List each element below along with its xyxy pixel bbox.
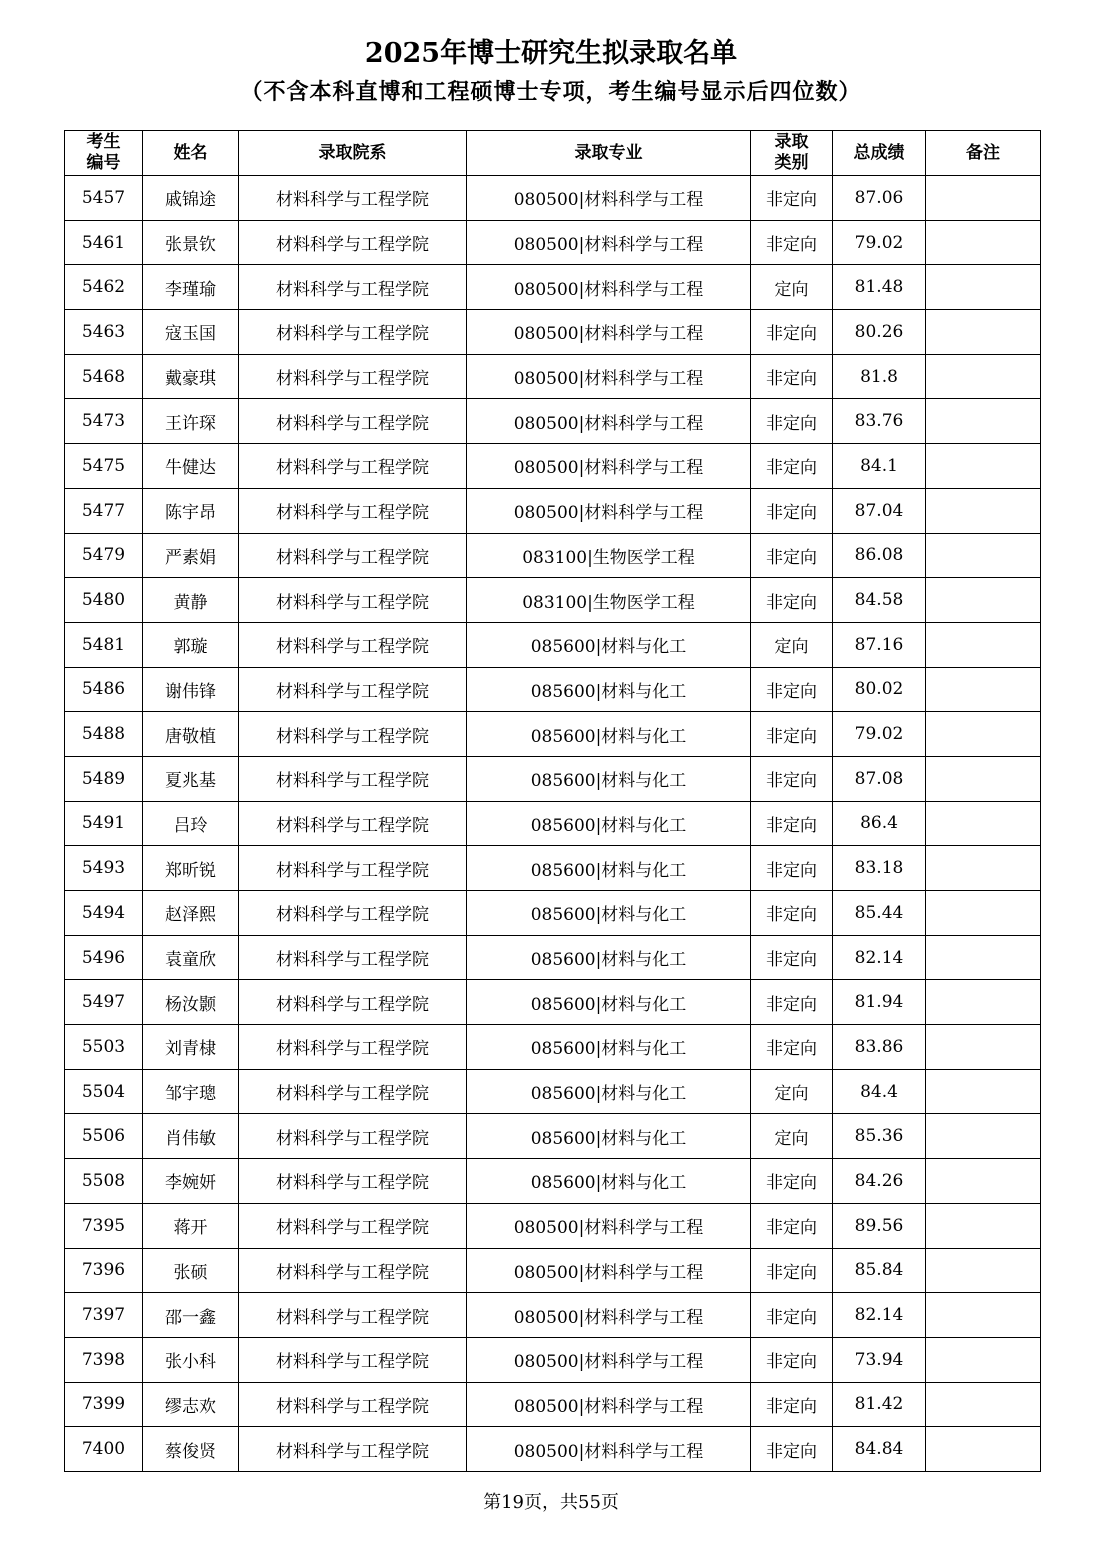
cell-id: 5506 (65, 1114, 143, 1159)
cell-name: 戴豪琪 (143, 354, 239, 399)
cell-note (926, 622, 1041, 667)
cell-dept: 材料科学与工程学院 (239, 756, 467, 801)
cell-id: 7398 (65, 1337, 143, 1382)
table-header (65, 131, 1041, 176)
cell-note (926, 1427, 1041, 1472)
cell-major: 085600|材料与化工 (467, 622, 751, 667)
cell-id: 5504 (65, 1069, 143, 1114)
cell-type: 非定向 (751, 846, 833, 891)
cell-major: 085600|材料与化工 (467, 1114, 751, 1159)
cell-score: 81.94 (833, 980, 926, 1025)
cell-score: 73.94 (833, 1337, 926, 1382)
cell-dept: 材料科学与工程学院 (239, 622, 467, 667)
cell-note (926, 265, 1041, 310)
table-row (65, 310, 1041, 355)
cell-id: 5477 (65, 488, 143, 533)
cell-name: 李婉妍 (143, 1159, 239, 1204)
column-header-major: 录取专业 (467, 131, 751, 176)
cell-score: 83.86 (833, 1025, 926, 1070)
cell-note (926, 1114, 1041, 1159)
cell-note (926, 1069, 1041, 1114)
cell-major: 080500|材料科学与工程 (467, 1337, 751, 1382)
table-row (65, 846, 1041, 891)
cell-dept: 材料科学与工程学院 (239, 265, 467, 310)
cell-type: 非定向 (751, 980, 833, 1025)
cell-major: 080500|材料科学与工程 (467, 310, 751, 355)
page-title: 2025年博士研究生拟录取名单 (364, 38, 738, 69)
column-header-name: 姓名 (143, 131, 239, 176)
cell-name: 蒋开 (143, 1203, 239, 1248)
cell-dept: 材料科学与工程学院 (239, 1382, 467, 1427)
cell-id: 5473 (65, 399, 143, 444)
cell-major: 085600|材料与化工 (467, 891, 751, 936)
cell-score: 81.8 (833, 354, 926, 399)
cell-type: 定向 (751, 622, 833, 667)
cell-id: 5489 (65, 756, 143, 801)
table-row (65, 354, 1041, 399)
cell-name: 黄静 (143, 578, 239, 623)
cell-name: 寇玉国 (143, 310, 239, 355)
table-row (65, 1114, 1041, 1159)
cell-note (926, 1025, 1041, 1070)
page-number: 第19页，共55页 (483, 1492, 619, 1513)
table-row (65, 756, 1041, 801)
cell-major: 080500|材料科学与工程 (467, 399, 751, 444)
cell-name: 王许琛 (143, 399, 239, 444)
cell-note (926, 1203, 1041, 1248)
cell-name: 李瑾瑜 (143, 265, 239, 310)
cell-id: 5488 (65, 712, 143, 757)
cell-note (926, 578, 1041, 623)
cell-name: 吕玲 (143, 801, 239, 846)
cell-type: 定向 (751, 265, 833, 310)
cell-dept: 材料科学与工程学院 (239, 488, 467, 533)
cell-dept: 材料科学与工程学院 (239, 801, 467, 846)
cell-major: 080500|材料科学与工程 (467, 1203, 751, 1248)
cell-score: 86.08 (833, 533, 926, 578)
table-row (65, 1337, 1041, 1382)
table-row (65, 1248, 1041, 1293)
cell-score: 85.84 (833, 1248, 926, 1293)
cell-type: 非定向 (751, 712, 833, 757)
cell-id: 5486 (65, 667, 143, 712)
table-row (65, 488, 1041, 533)
cell-name: 杨汝颢 (143, 980, 239, 1025)
table-row (65, 1069, 1041, 1114)
cell-major: 080500|材料科学与工程 (467, 354, 751, 399)
cell-id: 5496 (65, 935, 143, 980)
page-subtitle: （不含本科直博和工程硕博士专项，考生编号显示后四位数） (240, 79, 862, 105)
table-row (65, 533, 1041, 578)
cell-score: 87.04 (833, 488, 926, 533)
table-row (65, 578, 1041, 623)
cell-dept: 材料科学与工程学院 (239, 1159, 467, 1204)
column-header-note: 备注 (926, 131, 1041, 176)
cell-dept: 材料科学与工程学院 (239, 980, 467, 1025)
cell-name: 缪志欢 (143, 1382, 239, 1427)
cell-note (926, 1159, 1041, 1204)
cell-id: 5494 (65, 891, 143, 936)
cell-type: 非定向 (751, 891, 833, 936)
cell-name: 袁童欣 (143, 935, 239, 980)
cell-dept: 材料科学与工程学院 (239, 1114, 467, 1159)
cell-name: 肖伟敏 (143, 1114, 239, 1159)
cell-note (926, 1293, 1041, 1338)
cell-score: 86.4 (833, 801, 926, 846)
cell-id: 5463 (65, 310, 143, 355)
cell-type: 非定向 (751, 399, 833, 444)
cell-name: 谢伟锋 (143, 667, 239, 712)
cell-note (926, 1337, 1041, 1382)
column-header-type: 录取 类别 (751, 131, 833, 176)
cell-major: 085600|材料与化工 (467, 667, 751, 712)
cell-major: 080500|材料科学与工程 (467, 1293, 751, 1338)
table-body (65, 176, 1041, 1472)
cell-name: 陈宇昂 (143, 488, 239, 533)
cell-id: 7395 (65, 1203, 143, 1248)
cell-dept: 材料科学与工程学院 (239, 1293, 467, 1338)
cell-name: 戚锦途 (143, 176, 239, 221)
cell-type: 非定向 (751, 176, 833, 221)
cell-dept: 材料科学与工程学院 (239, 891, 467, 936)
table-row (65, 399, 1041, 444)
cell-id: 5468 (65, 354, 143, 399)
cell-dept: 材料科学与工程学院 (239, 176, 467, 221)
table-row (65, 265, 1041, 310)
cell-name: 郭璇 (143, 622, 239, 667)
cell-name: 邵一鑫 (143, 1293, 239, 1338)
cell-type: 非定向 (751, 1159, 833, 1204)
cell-name: 邹宇璁 (143, 1069, 239, 1114)
cell-dept: 材料科学与工程学院 (239, 846, 467, 891)
cell-dept: 材料科学与工程学院 (239, 1427, 467, 1472)
cell-major: 080500|材料科学与工程 (467, 1382, 751, 1427)
cell-note (926, 667, 1041, 712)
cell-type: 非定向 (751, 533, 833, 578)
cell-major: 080500|材料科学与工程 (467, 220, 751, 265)
cell-type: 非定向 (751, 667, 833, 712)
cell-name: 刘青棣 (143, 1025, 239, 1070)
cell-score: 84.84 (833, 1427, 926, 1472)
cell-note (926, 444, 1041, 489)
table-row (65, 1293, 1041, 1338)
cell-name: 蔡俊贤 (143, 1427, 239, 1472)
table-row (65, 444, 1041, 489)
cell-type: 非定向 (751, 310, 833, 355)
cell-score: 79.02 (833, 220, 926, 265)
cell-dept: 材料科学与工程学院 (239, 1069, 467, 1114)
cell-note (926, 354, 1041, 399)
table-row (65, 1382, 1041, 1427)
table-row (65, 176, 1041, 221)
cell-note (926, 846, 1041, 891)
cell-type: 非定向 (751, 1025, 833, 1070)
admission-table (64, 130, 1041, 1472)
cell-id: 7400 (65, 1427, 143, 1472)
cell-type: 非定向 (751, 1293, 833, 1338)
cell-id: 5457 (65, 176, 143, 221)
table-row (65, 712, 1041, 757)
cell-major: 085600|材料与化工 (467, 935, 751, 980)
cell-note (926, 935, 1041, 980)
cell-id: 5481 (65, 622, 143, 667)
cell-id: 5497 (65, 980, 143, 1025)
table-row (65, 1427, 1041, 1472)
cell-type: 非定向 (751, 220, 833, 265)
cell-note (926, 1382, 1041, 1427)
cell-dept: 材料科学与工程学院 (239, 667, 467, 712)
cell-note (926, 1248, 1041, 1293)
cell-type: 非定向 (751, 444, 833, 489)
cell-note (926, 980, 1041, 1025)
cell-major: 085600|材料与化工 (467, 801, 751, 846)
table-row (65, 220, 1041, 265)
cell-note (926, 488, 1041, 533)
cell-major: 080500|材料科学与工程 (467, 488, 751, 533)
cell-note (926, 399, 1041, 444)
cell-type: 非定向 (751, 801, 833, 846)
cell-type: 非定向 (751, 935, 833, 980)
cell-type: 非定向 (751, 1337, 833, 1382)
table-row (65, 801, 1041, 846)
cell-dept: 材料科学与工程学院 (239, 1025, 467, 1070)
cell-score: 79.02 (833, 712, 926, 757)
cell-score: 85.44 (833, 891, 926, 936)
cell-score: 82.14 (833, 935, 926, 980)
cell-dept: 材料科学与工程学院 (239, 1337, 467, 1382)
cell-score: 84.58 (833, 578, 926, 623)
cell-note (926, 801, 1041, 846)
table-row (65, 1203, 1041, 1248)
cell-major: 085600|材料与化工 (467, 1069, 751, 1114)
cell-name: 赵泽熙 (143, 891, 239, 936)
cell-name: 严素娟 (143, 533, 239, 578)
cell-note (926, 310, 1041, 355)
table-row (65, 1025, 1041, 1070)
cell-major: 085600|材料与化工 (467, 712, 751, 757)
cell-major: 080500|材料科学与工程 (467, 1248, 751, 1293)
cell-dept: 材料科学与工程学院 (239, 399, 467, 444)
cell-score: 84.26 (833, 1159, 926, 1204)
cell-name: 牛健达 (143, 444, 239, 489)
table-row (65, 667, 1041, 712)
cell-id: 5480 (65, 578, 143, 623)
table-row (65, 935, 1041, 980)
cell-dept: 材料科学与工程学院 (239, 1203, 467, 1248)
cell-score: 84.1 (833, 444, 926, 489)
cell-id: 5503 (65, 1025, 143, 1070)
cell-dept: 材料科学与工程学院 (239, 712, 467, 757)
header-row (65, 131, 1041, 176)
cell-type: 非定向 (751, 1427, 833, 1472)
column-header-dept: 录取院系 (239, 131, 467, 176)
cell-score: 87.16 (833, 622, 926, 667)
cell-type: 定向 (751, 1114, 833, 1159)
cell-id: 7396 (65, 1248, 143, 1293)
table-row (65, 891, 1041, 936)
cell-name: 张硕 (143, 1248, 239, 1293)
cell-id: 5462 (65, 265, 143, 310)
cell-note (926, 533, 1041, 578)
cell-score: 83.76 (833, 399, 926, 444)
cell-score: 84.4 (833, 1069, 926, 1114)
cell-name: 郑昕锐 (143, 846, 239, 891)
cell-note (926, 756, 1041, 801)
cell-dept: 材料科学与工程学院 (239, 578, 467, 623)
cell-type: 非定向 (751, 1248, 833, 1293)
cell-id: 5493 (65, 846, 143, 891)
cell-score: 89.56 (833, 1203, 926, 1248)
cell-id: 5461 (65, 220, 143, 265)
cell-id: 7397 (65, 1293, 143, 1338)
cell-score: 80.26 (833, 310, 926, 355)
cell-type: 非定向 (751, 578, 833, 623)
cell-major: 080500|材料科学与工程 (467, 444, 751, 489)
cell-type: 非定向 (751, 1382, 833, 1427)
cell-id: 5479 (65, 533, 143, 578)
cell-id: 7399 (65, 1382, 143, 1427)
cell-note (926, 220, 1041, 265)
cell-score: 87.06 (833, 176, 926, 221)
cell-major: 085600|材料与化工 (467, 980, 751, 1025)
cell-name: 张小科 (143, 1337, 239, 1382)
cell-name: 唐敬植 (143, 712, 239, 757)
cell-major: 080500|材料科学与工程 (467, 1427, 751, 1472)
cell-dept: 材料科学与工程学院 (239, 444, 467, 489)
cell-name: 张景钦 (143, 220, 239, 265)
column-header-id: 考生 编号 (65, 131, 143, 176)
cell-id: 5508 (65, 1159, 143, 1204)
cell-id: 5491 (65, 801, 143, 846)
cell-dept: 材料科学与工程学院 (239, 1248, 467, 1293)
cell-name: 夏兆基 (143, 756, 239, 801)
cell-type: 非定向 (751, 488, 833, 533)
cell-id: 5475 (65, 444, 143, 489)
cell-dept: 材料科学与工程学院 (239, 935, 467, 980)
cell-major: 083100|生物医学工程 (467, 578, 751, 623)
cell-score: 85.36 (833, 1114, 926, 1159)
cell-dept: 材料科学与工程学院 (239, 533, 467, 578)
cell-major: 080500|材料科学与工程 (467, 265, 751, 310)
cell-major: 083100|生物医学工程 (467, 533, 751, 578)
cell-note (926, 176, 1041, 221)
cell-type: 非定向 (751, 756, 833, 801)
cell-major: 085600|材料与化工 (467, 846, 751, 891)
cell-score: 83.18 (833, 846, 926, 891)
cell-type: 非定向 (751, 354, 833, 399)
cell-score: 82.14 (833, 1293, 926, 1338)
cell-major: 085600|材料与化工 (467, 756, 751, 801)
cell-note (926, 712, 1041, 757)
cell-type: 非定向 (751, 1203, 833, 1248)
cell-score: 81.42 (833, 1382, 926, 1427)
cell-dept: 材料科学与工程学院 (239, 310, 467, 355)
table-row (65, 622, 1041, 667)
cell-note (926, 891, 1041, 936)
table-row (65, 980, 1041, 1025)
cell-score: 81.48 (833, 265, 926, 310)
cell-dept: 材料科学与工程学院 (239, 354, 467, 399)
cell-major: 085600|材料与化工 (467, 1025, 751, 1070)
cell-dept: 材料科学与工程学院 (239, 220, 467, 265)
cell-score: 80.02 (833, 667, 926, 712)
cell-score: 87.08 (833, 756, 926, 801)
cell-major: 080500|材料科学与工程 (467, 176, 751, 221)
cell-type: 定向 (751, 1069, 833, 1114)
cell-major: 085600|材料与化工 (467, 1159, 751, 1204)
table-row (65, 1159, 1041, 1204)
column-header-score: 总成绩 (833, 131, 926, 176)
